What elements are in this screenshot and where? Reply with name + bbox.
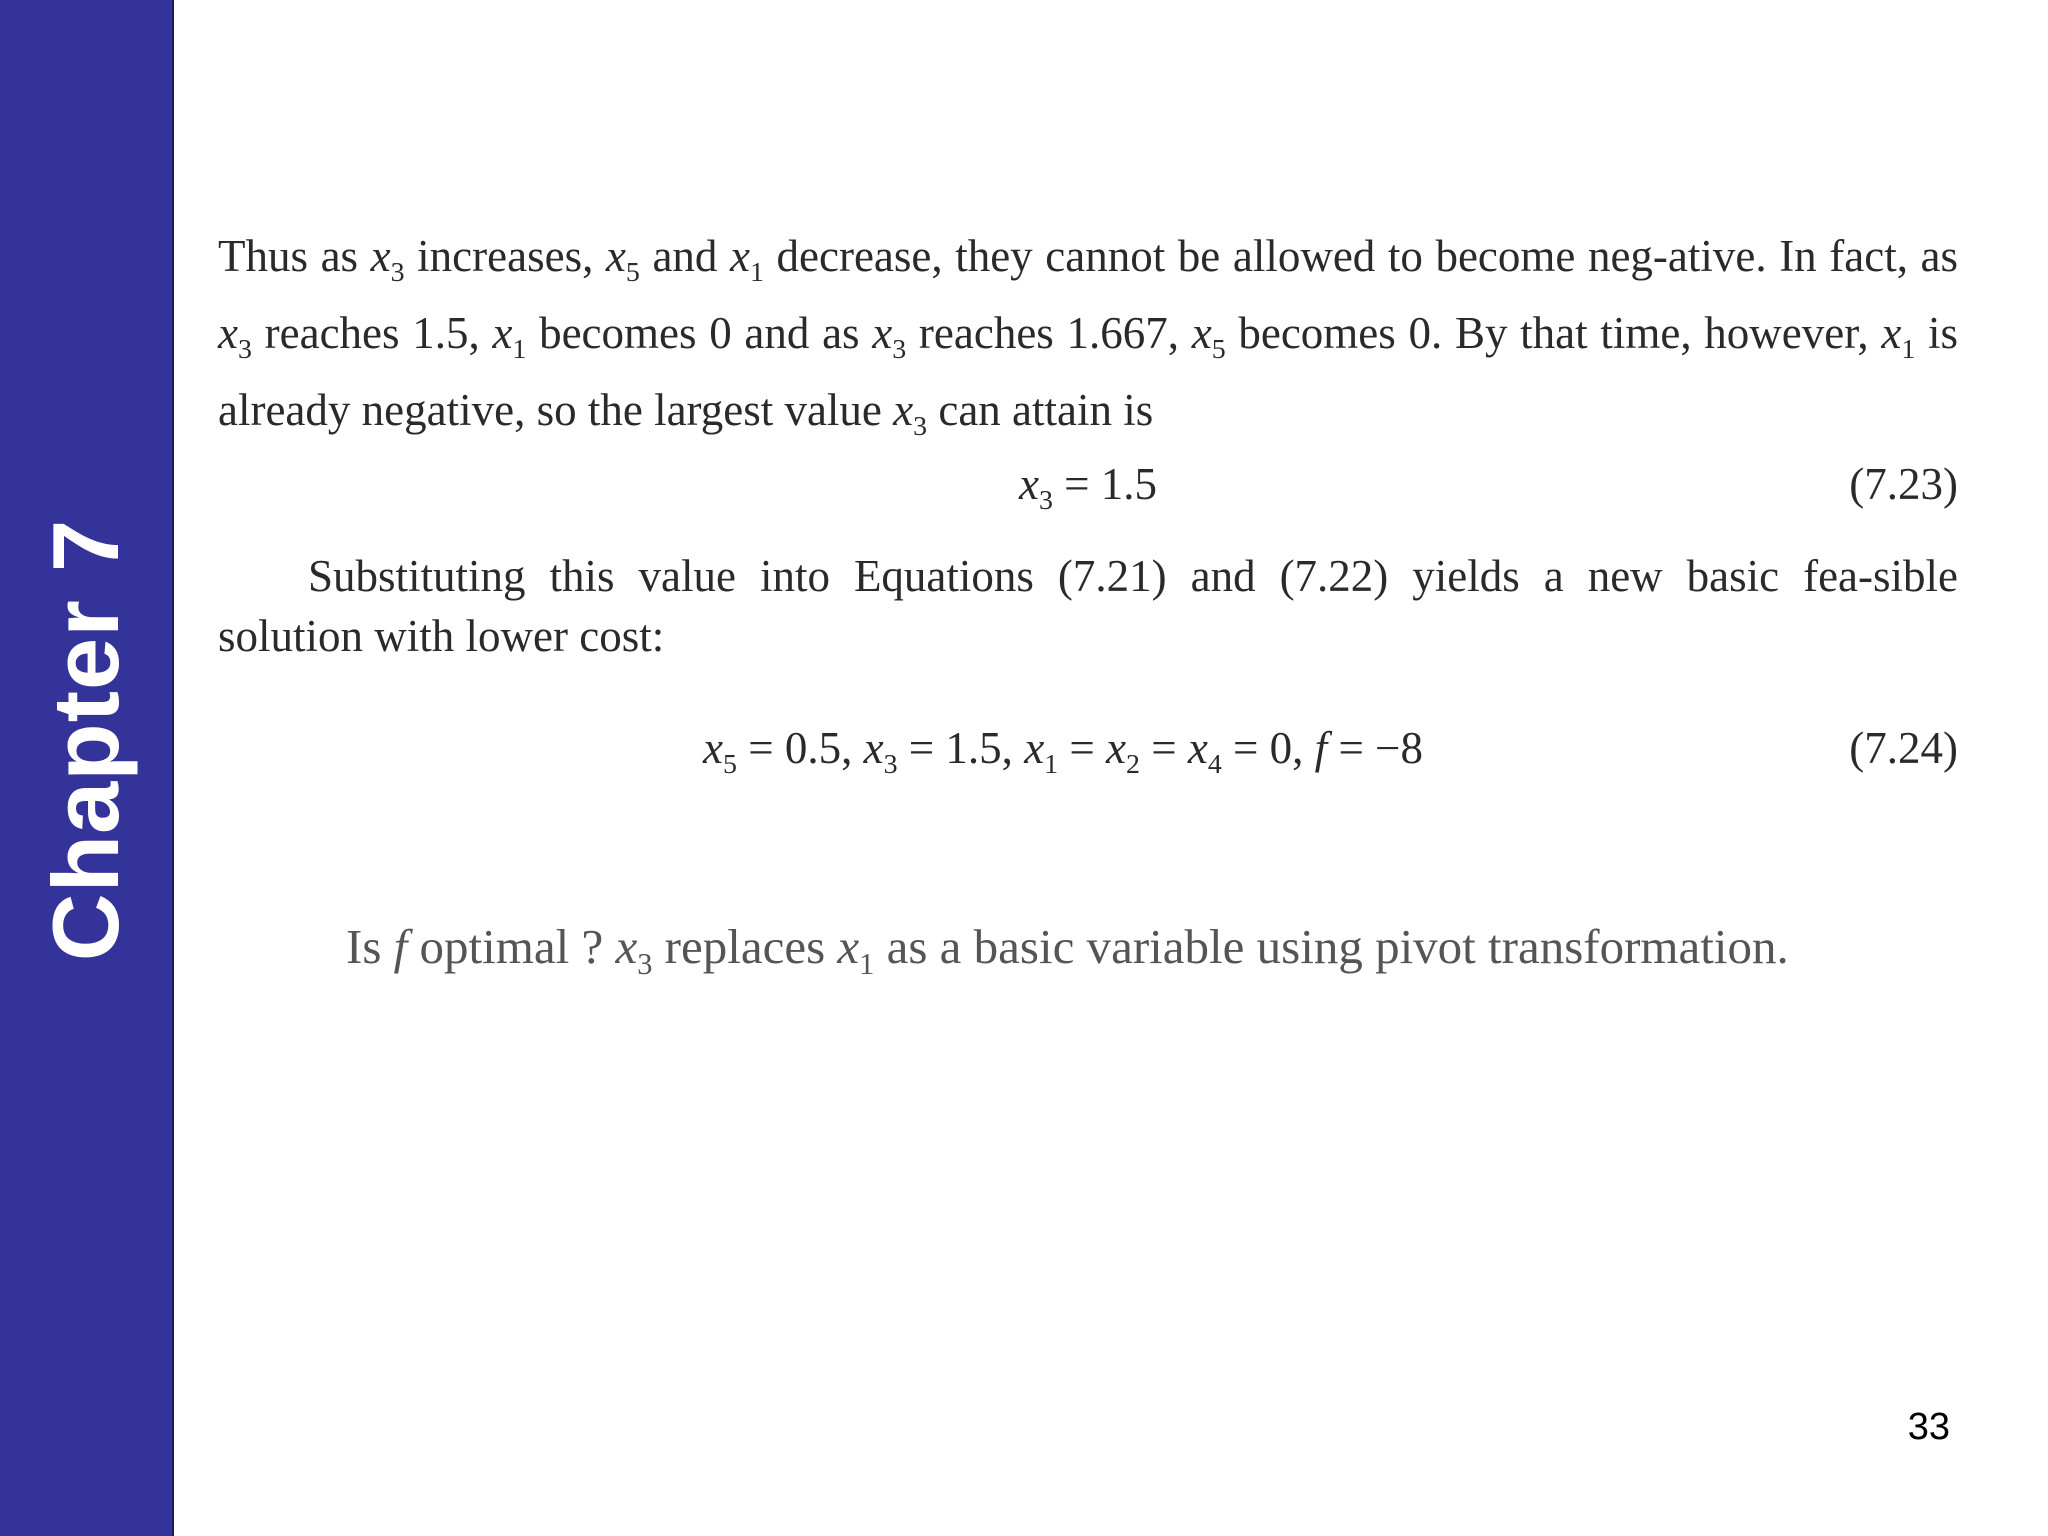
equation-number: (7.23)	[1849, 459, 1958, 509]
chapter-title: Chapter 7	[33, 518, 138, 962]
paragraph-2: Substituting this value into Equations (7.21) and (7.22) yields a new basic fea-sible solution with lower cost:	[218, 551, 1958, 661]
equation-body: $x_3 = 1.5$	[1018, 459, 1158, 516]
equation-body: $x_5 = 0.5$, $x_3 = 1.5$, $x_1 = x_2 = x_4 = 0$, f = −8	[703, 723, 1423, 780]
slide-caption: Is f optimal ? $x_3$ replaces $x_1$ as a basic variable using pivot transformation.	[346, 919, 1789, 981]
equation-7-24	[218, 718, 1958, 778]
equation-number: (7.24)	[1849, 723, 1958, 773]
paragraph-1: Thus as $x_3$ increases, $x_5$ and $x_1$ decrease, they cannot be allowed to become neg-ative. In fact, as $x_3$ reaches 1.5, $x_1$ becomes 0 and as $x_3$ reaches 1.667, $x_5$ becomes 0. By that time, however, $x_1$ is already negative, so the largest value $x_3$ can attain is	[218, 231, 1959, 442]
chapter-sidebar	[0, 0, 174, 1536]
equation-7-23	[218, 454, 1958, 514]
textbook-scan	[194, 196, 1966, 826]
page-number: 33	[1907, 1406, 1950, 1448]
